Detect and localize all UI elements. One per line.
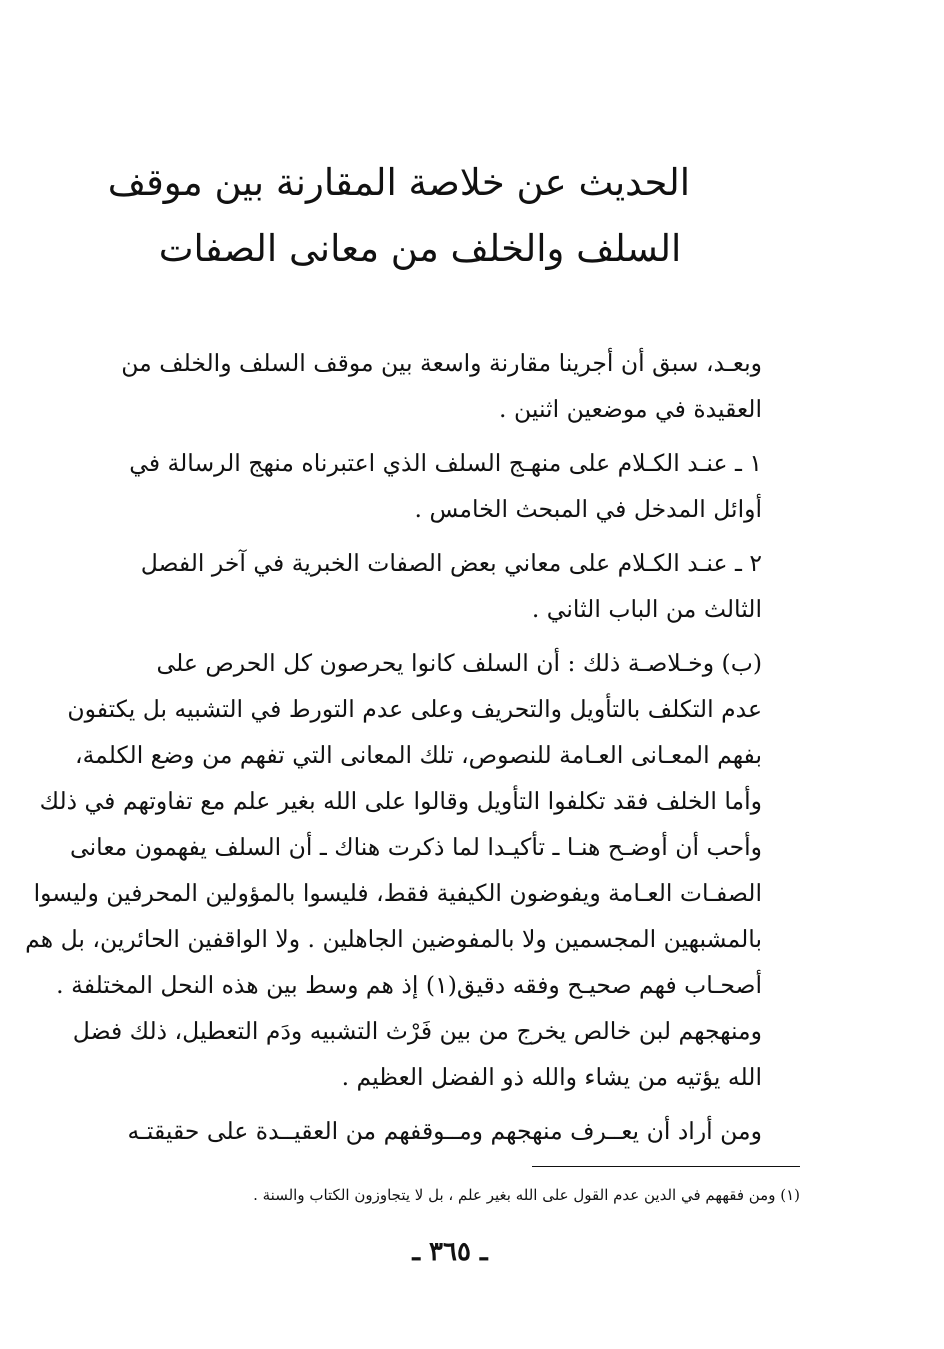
text-line: (ب) وخـلاصـة ذلك : أن السلف كانوا يحرصون كل الحرص على: [156, 649, 762, 677]
text-line: وأحب أن أوضـح هنـا ـ تأكيـدا لما ذكرت هناك ـ أن السلف يفهمون معانى: [70, 833, 762, 861]
text-line: العقيدة في موضعين اثنين .: [499, 395, 762, 423]
text-line: وبعـد، سبق أن أجرينا مقارنة واسعة بين موقف السلف والخلف من: [121, 349, 762, 377]
paragraph-summary: [25, 640, 810, 1100]
chapter-title-line-1: الحديث عن خلاصة المقارنة بين موقف: [107, 161, 690, 204]
text-line: ١ ـ عنـد الكـلام على منهـج السلف الذي اعتبرناه منهج الرسالة في: [129, 449, 762, 477]
footnote-divider: [532, 1166, 800, 1167]
text-line: بالمشبهين المجسمين ولا بالمفوضين الجاهلين . ولا الواقفين الحائرين، بل هم: [25, 925, 762, 953]
text-line: أوائل المدخل في المبحث الخامس .: [414, 495, 762, 523]
text-line: أصحـاب فهم صحيـح وفقه دقيق(١) إذ هم وسط بين هذه النحل المختلفة .: [56, 971, 762, 999]
text-line: ٢ ـ عنـد الكـلام على معاني بعض الصفات الخبرية في آخر الفصل: [140, 549, 762, 577]
text-line: بفهم المعـانى العـامة للنصوص، تلك المعانى التي تفهم من وضع الكلمة،: [75, 741, 762, 769]
chapter-title: [107, 150, 690, 282]
page-number: ـ ٣٦٥ ـ: [412, 1237, 488, 1267]
paragraph-intro: [90, 340, 810, 432]
footnote: (١) ومن فقههم في الدين عدم القول على الله بغير علم ، بل لا يتجاوزون الكتاب والسنة .: [253, 1186, 800, 1204]
chapter-title-line-2: السلف والخلف من معانى الصفات: [158, 227, 682, 270]
paragraph-item-1: [90, 440, 810, 532]
text-line: ومن أراد أن يعــرف منهجهم ومــوقفهم من العقيــدة على حقيقتـه: [127, 1117, 762, 1145]
text-line: ومنهجهم لبن خالص يخرج من بين فَرْث التشبيه ودَم التعطيل، ذلك فضل: [72, 1017, 762, 1045]
text-line: عدم التكلف بالتأويل والتحريف وعلى عدم التورط في التشبيه بل يكتفون: [67, 695, 762, 723]
text-line: الثالث من الباب الثاني .: [531, 595, 762, 623]
text-line: الله يؤتيه من يشاء والله ذو الفضل العظيم .: [341, 1063, 762, 1091]
text-line: وأما الخلف فقد تكلفوا التأويل وقالوا على الله بغير علم مع تفاوتهم في ذلك: [39, 787, 762, 815]
body-text: [25, 340, 810, 1162]
paragraph-closing: [90, 1108, 810, 1154]
paragraph-item-2: [90, 540, 810, 632]
text-line: الصفـات العـامة ويفوضون الكيفية فقط، فليسوا بالمؤولين المحرفين وليسوا: [33, 879, 762, 907]
